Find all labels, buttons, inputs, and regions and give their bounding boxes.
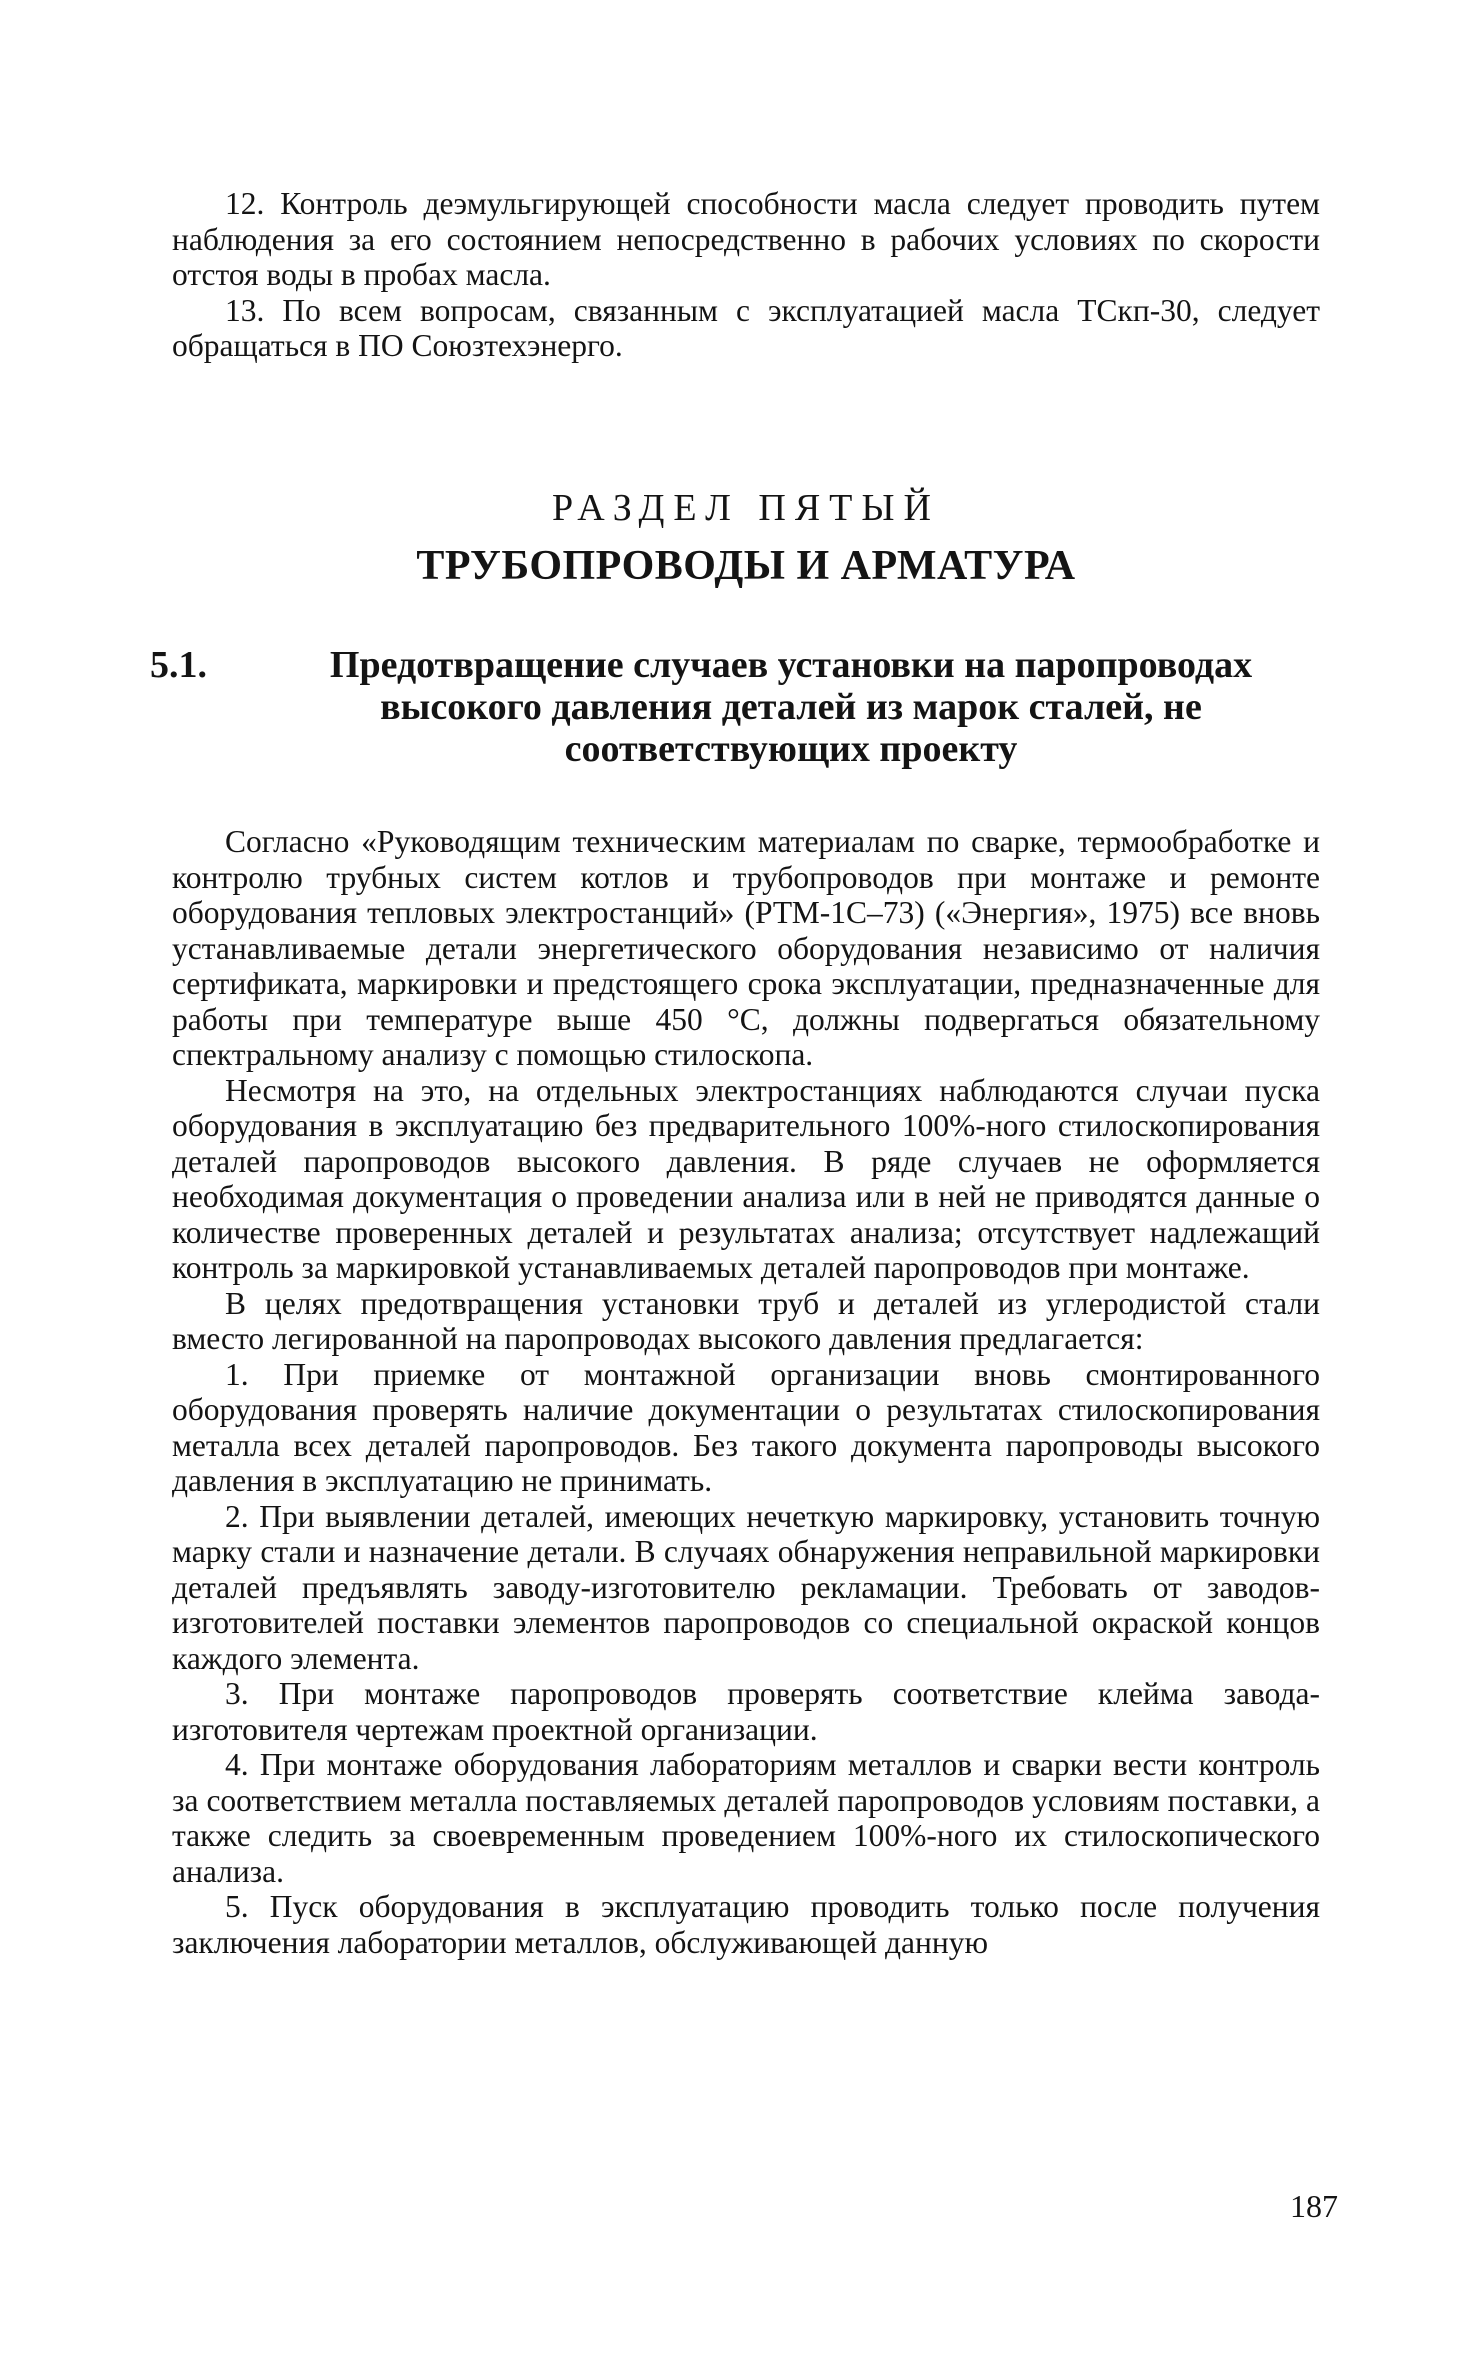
- list-item-2: 2. При выявлении деталей, имеющих нечеткую маркировку, установить точную марку стали и назначение детали. В случаях обнаружения неправильной маркировки деталей предъявлять заводу-изготовителю рекламации. Требовать от заводов-изготовителей поставки элементов паропроводов со специальной окраской концов каждого элемента.: [172, 1498, 1320, 1676]
- subsection-heading: [150, 644, 1320, 770]
- body-text: [172, 824, 1320, 1960]
- section-title: ТРУБОПРОВОДЫ И АРМАТУРА: [416, 543, 1076, 589]
- subsection-title: Предотвращение случаев установки на паропроводах высокого давления деталей из марок сталей, не соответствующих проекту: [329, 644, 1253, 770]
- section-label: РАЗДЕЛ ПЯТЫЙ: [552, 487, 940, 529]
- paragraph-13: 13. По всем вопросам, связанным с эксплуатацией масла ТСкп-30, следует обращаться в ПО Союзтехэнерго.: [172, 292, 1320, 363]
- body-paragraph: Согласно «Руководящим техническим материалам по сварке, термообработке и контролю трубных систем котлов и трубопроводов при монтаже и ремонте оборудования тепловых электростанций» (РТМ-1С–73) («Энергия», 1975) все вновь устанавливаемые детали энергетического оборудования независимо от наличия сертификата, маркировки и предстоящего срока эксплуатации, предназначенные для работы при температуре выше 450 °С, должны подвергаться обязательному спектральному анализу с помощью стилоскопа.: [172, 824, 1320, 1072]
- subsection-number: 5.1.: [150, 644, 207, 686]
- body-paragraph: В целях предотвращения установки труб и деталей из углеродистой стали вместо легированной на паропроводах высокого давления предлагается:: [172, 1285, 1320, 1356]
- intro-text: [172, 186, 1320, 364]
- list-item-4: 4. При монтаже оборудования лабораториям металлов и сварки вести контроль за соответствием металла поставляемых деталей паропроводов условиям поставки, а также следить за своевременным проведением 100%-ного их стилоскопического анализа.: [172, 1747, 1320, 1889]
- list-item-5: 5. Пуск оборудования в эксплуатацию проводить только после получения заключения лаборатории металлов, обслуживающей данную: [172, 1889, 1320, 1960]
- list-item-1: 1. При приемке от монтажной организации вновь смонтированного оборудования проверять наличие документации о результатах стилоскопирования металла всех деталей паропроводов. Без такого документа паропроводы высокого давления в эксплуатацию не принимать.: [172, 1356, 1320, 1498]
- page-number: 187: [1290, 2188, 1338, 2224]
- list-item-3: 3. При монтаже паропроводов проверять соответствие клейма завода-изготовителя чертежам проектной организации.: [172, 1676, 1320, 1747]
- body-paragraph: Несмотря на это, на отдельных электростанциях наблюдаются случаи пуска оборудования в эксплуатацию без предварительного 100%-ного стилоскопирования деталей паропроводов высокого давления. В ряде случаев не оформляется необходимая документация о проведении анализа или в ней не приводятся данные о количестве проверенных деталей и результатах анализа; отсутствует надлежащий контроль за маркировкой устанавливаемых деталей паропроводов при монтаже.: [172, 1072, 1320, 1285]
- paragraph-12: 12. Контроль деэмульгирующей способности масла следует проводить путем наблюдения за его состоянием непосредственно в рабочих условиях по скорости отстоя воды в пробах масла.: [172, 186, 1320, 292]
- document-page: [150, 186, 1320, 1960]
